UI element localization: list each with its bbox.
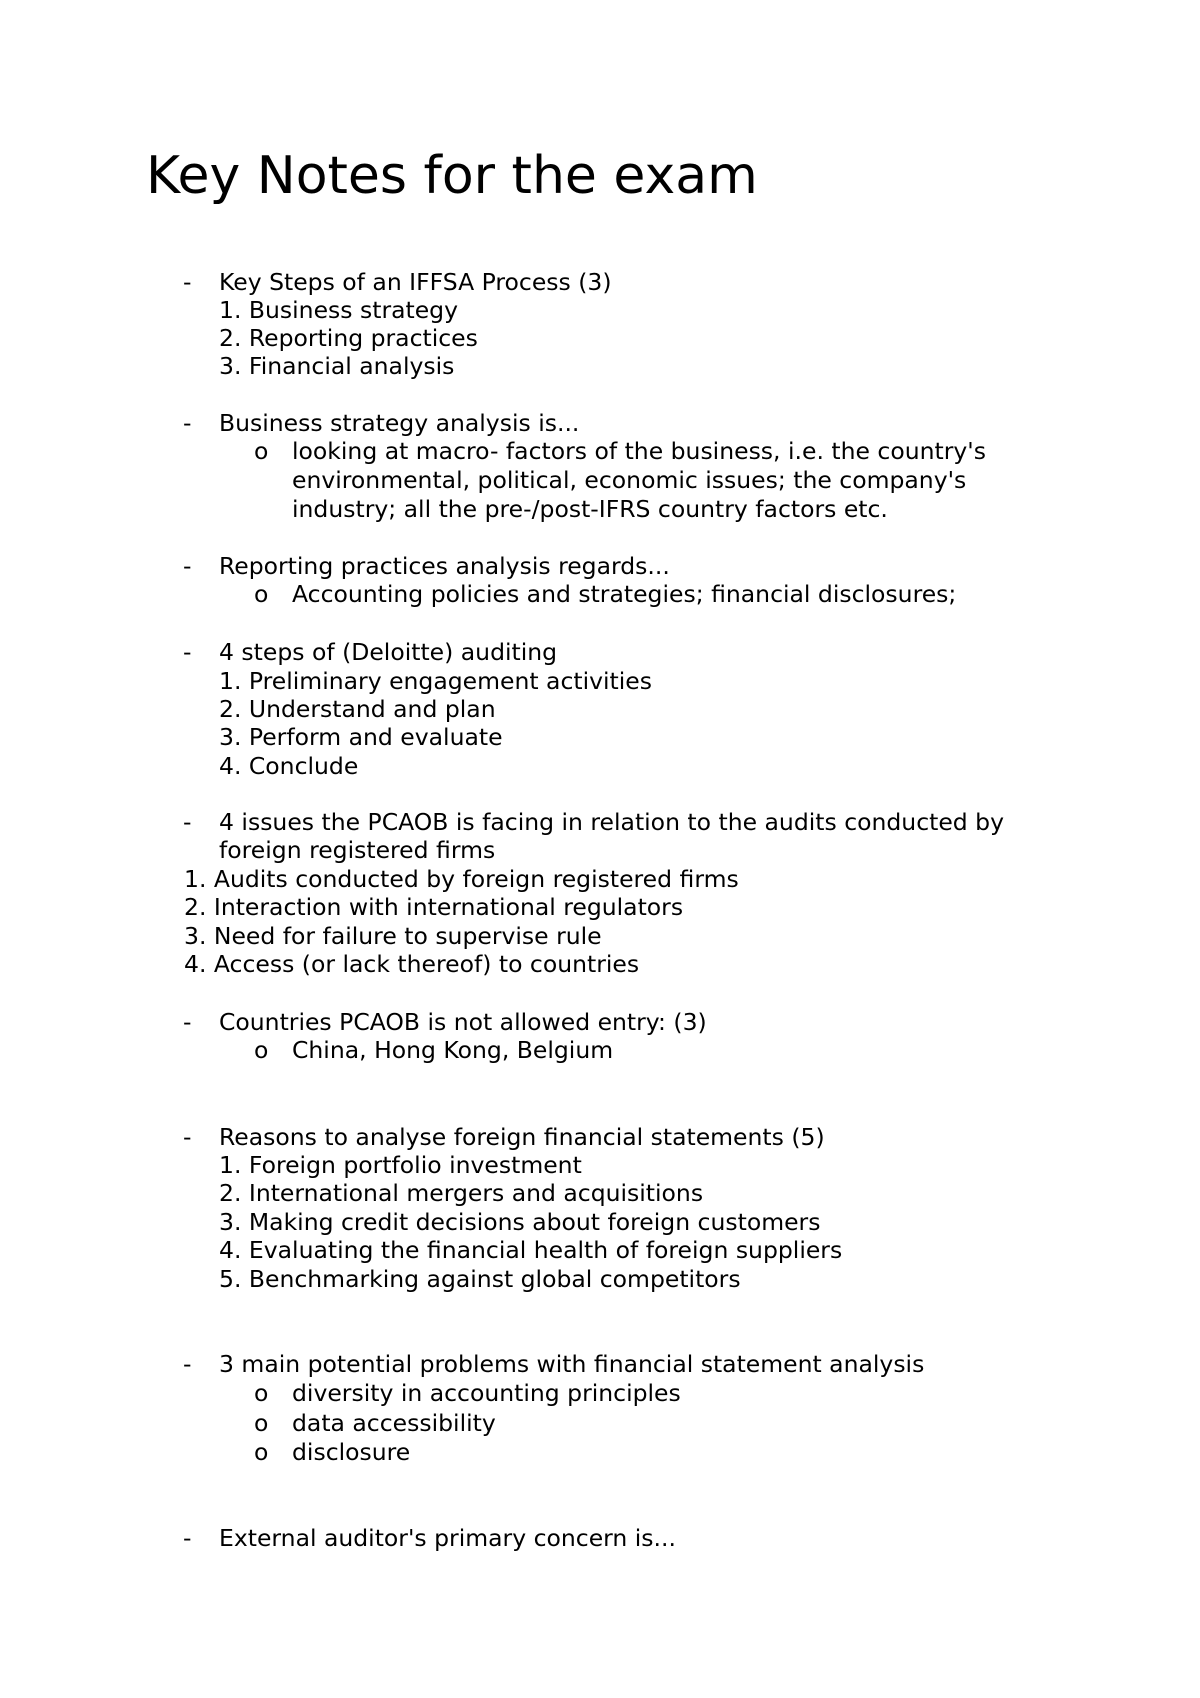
bullet-marker: o	[254, 437, 269, 465]
list-item: 3. Perform and evaluate	[219, 723, 503, 751]
list-item: 5. Benchmarking against global competitors	[219, 1265, 741, 1293]
list-item: 3. Making credit decisions about foreign customers	[219, 1208, 821, 1236]
bullet-marker: o	[254, 1438, 269, 1466]
section-heading-business-strategy: Business strategy analysis is...	[219, 409, 580, 437]
list-item: 2. International mergers and acquisitions	[219, 1179, 704, 1207]
list-item: 2. Interaction with international regulators	[184, 893, 684, 921]
list-item: 3. Need for failure to supervise rule	[184, 922, 602, 950]
section-heading-deloitte-auditing: 4 steps of (Deloitte) auditing	[219, 638, 558, 666]
list-item: 2. Reporting practices	[219, 324, 478, 352]
list-item: 3. Financial analysis	[219, 352, 455, 380]
dash-marker: -	[183, 638, 192, 666]
dash-marker: -	[183, 1008, 192, 1036]
dash-marker: -	[183, 1123, 192, 1151]
bullet-text: environmental, political, economic issues; the company's	[292, 466, 967, 494]
dash-marker: -	[183, 268, 192, 296]
dash-marker: -	[183, 1524, 192, 1552]
dash-marker: -	[183, 808, 192, 836]
section-heading-pcaob-issues: 4 issues the PCAOB is facing in relation to the audits conducted by	[219, 808, 1005, 836]
dash-marker: -	[183, 552, 192, 580]
dash-marker: -	[183, 409, 192, 437]
list-item: 4. Conclude	[219, 752, 359, 780]
list-item: 1. Preliminary engagement activities	[219, 667, 652, 695]
bullet-text: data accessibility	[292, 1409, 496, 1437]
bullet-text: Accounting policies and strategies; financial disclosures;	[292, 580, 957, 608]
section-heading-pcaob-countries: Countries PCAOB is not allowed entry: (3)	[219, 1008, 707, 1036]
section-heading-potential-problems: 3 main potential problems with financial statement analysis	[219, 1350, 925, 1378]
section-heading-foreign-statements: Reasons to analyse foreign financial statements (5)	[219, 1123, 825, 1151]
bullet-marker: o	[254, 1379, 269, 1407]
bullet-text: looking at macro- factors of the business, i.e. the country's	[292, 437, 986, 465]
bullet-text: diversity in accounting principles	[292, 1379, 681, 1407]
list-item: 1. Business strategy	[219, 296, 459, 324]
section-heading-pcaob-issues-cont: foreign registered firms	[219, 836, 496, 864]
list-item: 1. Foreign portfolio investment	[219, 1151, 582, 1179]
bullet-marker: o	[254, 1409, 269, 1437]
list-item: 2. Understand and plan	[219, 695, 496, 723]
section-heading-iffsa: Key Steps of an IFFSA Process (3)	[219, 268, 612, 296]
list-item: 4. Access (or lack thereof) to countries	[184, 950, 640, 978]
bullet-marker: o	[254, 1036, 269, 1064]
section-heading-reporting-practices: Reporting practices analysis regards...	[219, 552, 670, 580]
bullet-marker: o	[254, 580, 269, 608]
bullet-text: China, Hong Kong, Belgium	[292, 1036, 614, 1064]
section-heading-external-auditor: External auditor's primary concern is...	[219, 1524, 676, 1552]
bullet-text: disclosure	[292, 1438, 411, 1466]
page-title: Key Notes for the exam	[146, 146, 758, 206]
list-item: 4. Evaluating the financial health of foreign suppliers	[219, 1236, 843, 1264]
list-item: 1. Audits conducted by foreign registered firms	[184, 865, 739, 893]
bullet-text: industry; all the pre-/post-IFRS country factors etc.	[292, 495, 888, 523]
dash-marker: -	[183, 1350, 192, 1378]
